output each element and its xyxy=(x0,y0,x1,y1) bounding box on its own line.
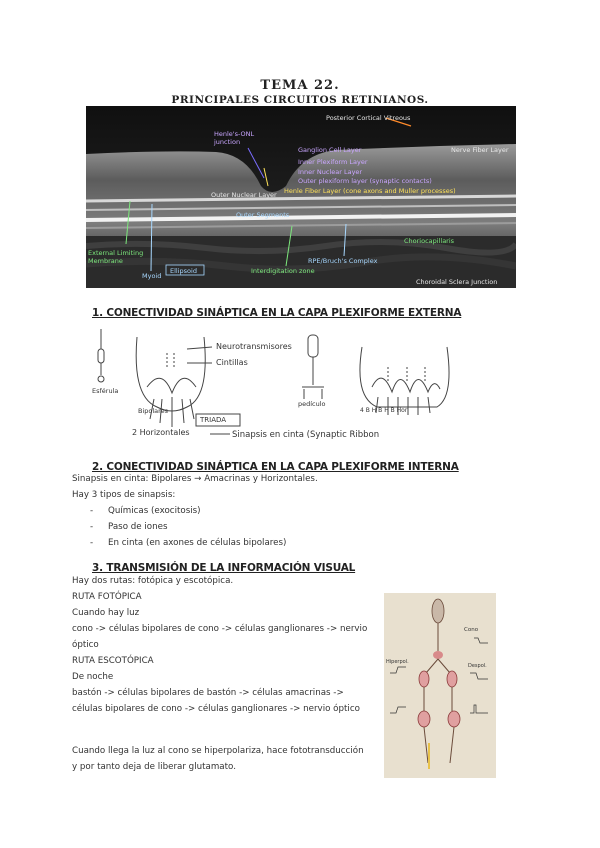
section-3-line: bastón -> células bipolares de bastón -> células amacrinas -> xyxy=(72,688,344,698)
page-title: TEMA 22. xyxy=(260,78,340,93)
section-3-line: Hay dos rutas: fotópica y escotópica. xyxy=(72,576,234,586)
section-2-line-2: Hay 3 tipos de sinapsis: xyxy=(72,490,176,500)
oct-label-henle-onl-2: junction xyxy=(214,138,241,146)
section-3-heading: 3. TRANSMISIÓN DE LA INFORMACIÓN VISUAL xyxy=(92,562,356,574)
list-item: Paso de iones xyxy=(108,522,168,532)
sketch-bipolares: Bipolares xyxy=(138,407,169,415)
bullet-dash: - xyxy=(90,522,94,532)
oct-label-nerve-fiber: Nerve Fiber Layer xyxy=(451,146,509,154)
section-3-line: células bipolares de cono -> células ganglionares -> nervio óptico xyxy=(72,704,360,714)
sketch-cell-labels: 4 B H B H B Hor xyxy=(360,407,408,414)
sketch-pediculo: pedículo xyxy=(298,400,326,408)
page-subtitle: PRINCIPALES CIRCUITOS RETINIANOS. xyxy=(171,94,429,106)
oct-label-outer-nuclear: Outer Nuclear Layer xyxy=(211,191,277,199)
circuit-depol-label: Despol. xyxy=(468,663,487,669)
section-2-line-1: Sinapsis en cinta: Bipolares → Amacrinas y Horizontales. xyxy=(72,474,318,484)
oct-label-rpe: RPE/Bruch's Complex xyxy=(308,257,378,265)
oct-label-henle-fiber: Henle Fiber Layer (cone axons and Muller processes) xyxy=(284,187,456,195)
section-3-line: De noche xyxy=(72,672,114,682)
oct-label-interdigitation: Interdigitation zone xyxy=(251,267,315,275)
section-3-footer-line: Cuando llega la luz al cono se hiperpolariza, hace fototransducción xyxy=(72,746,364,756)
bullet-dash: - xyxy=(90,506,94,516)
section-1-heading: 1. CONECTIVIDAD SINÁPTICA EN LA CAPA PLEXIFORME EXTERNA xyxy=(92,307,462,319)
section-2-heading: 2. CONECTIVIDAD SINÁPTICA EN LA CAPA PLEXIFORME INTERNA xyxy=(92,461,459,473)
circuit-hyper-label: Hiperpol. xyxy=(386,659,409,665)
oct-label-outer-plexiform: Outer plexiform layer (synaptic contacts) xyxy=(298,177,432,185)
oct-label-inner-plexiform: Inner Plexiform Layer xyxy=(298,158,368,166)
section-3-line: RUTA ESCOTÓPICA xyxy=(72,656,154,666)
section-3-line: óptico xyxy=(72,640,99,650)
oct-label-external-limiting: External Limiting xyxy=(88,249,144,257)
oct-scan-graphic xyxy=(86,106,516,288)
circuit-cone-label: Cono xyxy=(464,627,479,633)
sketch-sinapsis: Sinapsis en cinta (Synaptic Ribbon xyxy=(232,430,380,440)
section-3-line: RUTA FOTÓPICA xyxy=(72,592,142,602)
list-item: Químicas (exocitosis) xyxy=(108,506,201,516)
section-3-footer-line: y por tanto deja de liberar glutamato. xyxy=(72,762,236,772)
oct-label-ganglion: Ganglion Cell Layer xyxy=(298,146,362,154)
oct-label-external-limiting-2: Membrane xyxy=(88,257,123,265)
oct-label-ellipsoid: Ellipsoid xyxy=(170,267,197,275)
sketch-horizontales: 2 Horizontales xyxy=(132,428,190,437)
oct-label-henle-onl: Henle's-ONL xyxy=(214,130,255,138)
oct-label-vitreous: Posterior Cortical Vitreous xyxy=(326,114,411,122)
oct-label-myoid: Myoid xyxy=(142,272,162,280)
sketch-cintillas: Cintillas xyxy=(216,358,248,367)
synapse-sketch xyxy=(92,327,492,450)
oct-retina-image xyxy=(86,106,516,288)
retinal-circuit-figure xyxy=(384,593,496,778)
oct-label-inner-nuclear: Inner Nuclear Layer xyxy=(298,168,363,176)
oct-label-choriocapillaris: Choriocapillaris xyxy=(404,237,455,245)
oct-label-choroid-sclera: Choroidal Sclera Junction xyxy=(416,278,498,286)
sketch-esferula: Esférula xyxy=(92,387,119,395)
oct-label-outer-segments: Outer Segments xyxy=(236,211,290,219)
bullet-dash: - xyxy=(90,538,94,548)
section-3-line: cono -> células bipolares de cono -> células ganglionares -> nervio xyxy=(72,624,368,634)
retinal-circuit-drawing xyxy=(384,593,496,778)
sketch-neurotransmisores: Neurotransmisores xyxy=(216,342,292,351)
sketch-triada: TRIADA xyxy=(200,416,227,424)
list-item: En cinta (en axones de células bipolares) xyxy=(108,538,287,548)
section-3-line: Cuando hay luz xyxy=(72,608,140,618)
